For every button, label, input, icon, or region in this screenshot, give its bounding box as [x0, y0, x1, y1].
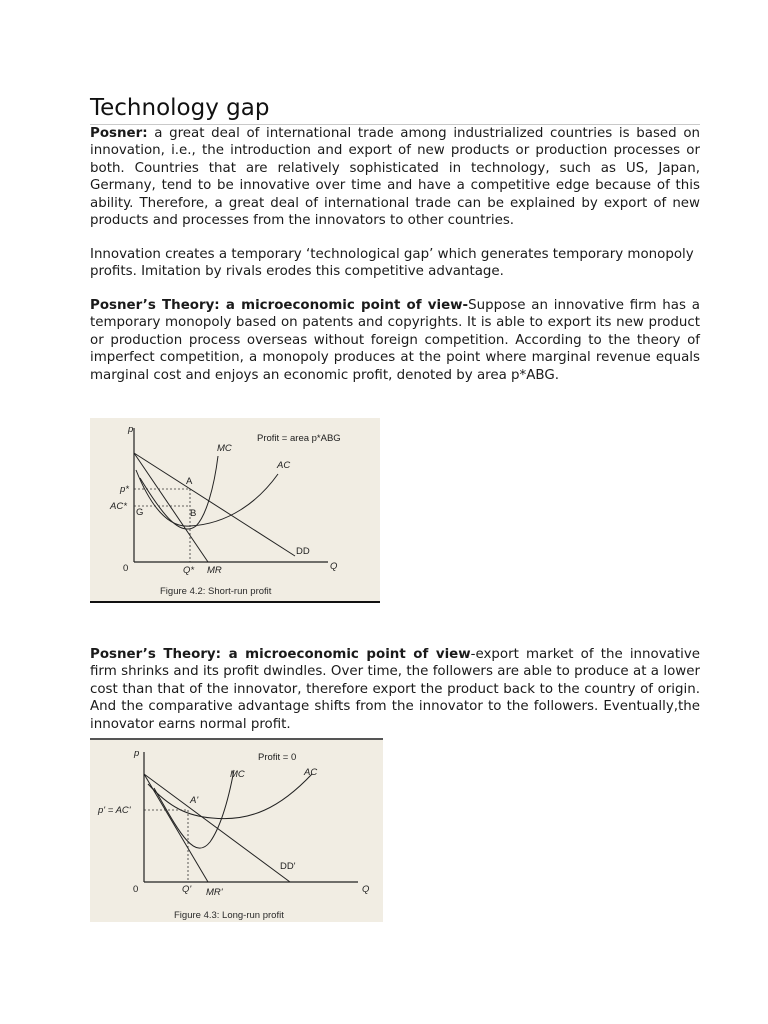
- quantity-axis-label: Q: [330, 561, 338, 572]
- origin-label: 0: [133, 884, 139, 895]
- figure-short-run-profit: [90, 418, 380, 603]
- demand-label: DD': [280, 861, 296, 872]
- paragraph-text: Suppose an innovative firm has a temporary monopoly based on patents and copyrights. It is able to export its new product or production process overseas without foreign competition. According to the theory of imperfect competition, a monopoly produces at the point where marginal revenue equals marginal cost and enjoys an economic profit, denoted by area p*ABG.: [90, 298, 700, 383]
- figure-caption: Figure 4.3: Long-run profit: [174, 910, 284, 921]
- paragraph-lead: Posner’s Theory: a microeconomic point of view: [90, 647, 471, 662]
- marginal-revenue-label: MR': [206, 887, 223, 898]
- figure-caption: Figure 4.2: Short-run profit: [160, 586, 272, 597]
- marginal-cost-label: MC: [217, 443, 232, 454]
- price-axis-label: p: [134, 748, 140, 759]
- average-cost-star-label: AC*: [110, 501, 127, 512]
- marginal-cost-curve: [154, 770, 234, 848]
- quantity-star-label: Q*: [183, 565, 195, 576]
- marginal-revenue-curve: [134, 453, 208, 562]
- marginal-revenue-label: MR: [207, 565, 222, 576]
- paragraph-text: a great deal of international trade among industrialized countries is based on innovation, i.e., the introduction and export of new products or production processes or both. Countries that are relatively sophisticated in technology, such as US, Japan, Germany, tend to be innovative over time and have a competitive edge because of this ability. Therefore, a great deal of international trade can be explained by export of new products and processes from the innovators to other countries.: [90, 126, 700, 229]
- profit-label: Profit = 0: [258, 752, 297, 763]
- page-title: Technology gap: [90, 93, 700, 125]
- quantity-label: Q': [182, 884, 192, 895]
- figure-long-run-profit: [90, 738, 383, 922]
- marginal-cost-curve: [140, 456, 218, 529]
- price-average-cost-label: p' = AC': [98, 805, 131, 816]
- point-a-label: A: [186, 476, 193, 487]
- quantity-axis-label: Q: [362, 884, 370, 895]
- paragraph-technology-gap: [90, 246, 700, 281]
- point-b-label: B: [190, 508, 197, 519]
- price-star-label: p*: [120, 484, 129, 495]
- long-run-profit-graph: [90, 740, 383, 922]
- demand-curve: [134, 453, 295, 556]
- average-cost-curve: [148, 774, 312, 819]
- paragraph-text: Innovation creates a temporary ‘technological gap’ which generates temporary monopoly profits. Imitation by rivals erodes this competitive advantage.: [90, 247, 694, 280]
- point-g-label: G: [136, 507, 144, 518]
- average-cost-curve: [136, 470, 278, 526]
- short-run-profit-graph: [90, 418, 380, 601]
- paragraph-lead: Posner:: [90, 126, 148, 141]
- price-axis-label: p: [128, 424, 134, 435]
- marginal-cost-label: MC: [230, 769, 245, 780]
- paragraph-microeconomic-long-run: [90, 646, 700, 733]
- average-cost-label: AC: [304, 767, 318, 778]
- paragraph-microeconomic-short-run: [90, 297, 700, 384]
- paragraph-text: -export market of the innovative firm shrinks and its profit dwindles. Over time, the followers are able to produce at a lower cost than that of the innovator, therefore export the product back to the country of origin. And the comparative advantage shifts from the innovator to the followers. Eventually,the innovator earns normal profit.: [90, 647, 700, 732]
- point-a-label: A': [190, 795, 199, 806]
- demand-curve: [144, 774, 290, 882]
- profit-label: Profit = area p*ABG: [257, 433, 341, 444]
- paragraph-posner: [90, 125, 700, 229]
- demand-label: DD: [296, 546, 310, 557]
- origin-label: 0: [123, 563, 129, 574]
- paragraph-lead: Posner’s Theory: a microeconomic point of view-: [90, 298, 469, 313]
- average-cost-label: AC: [277, 460, 291, 471]
